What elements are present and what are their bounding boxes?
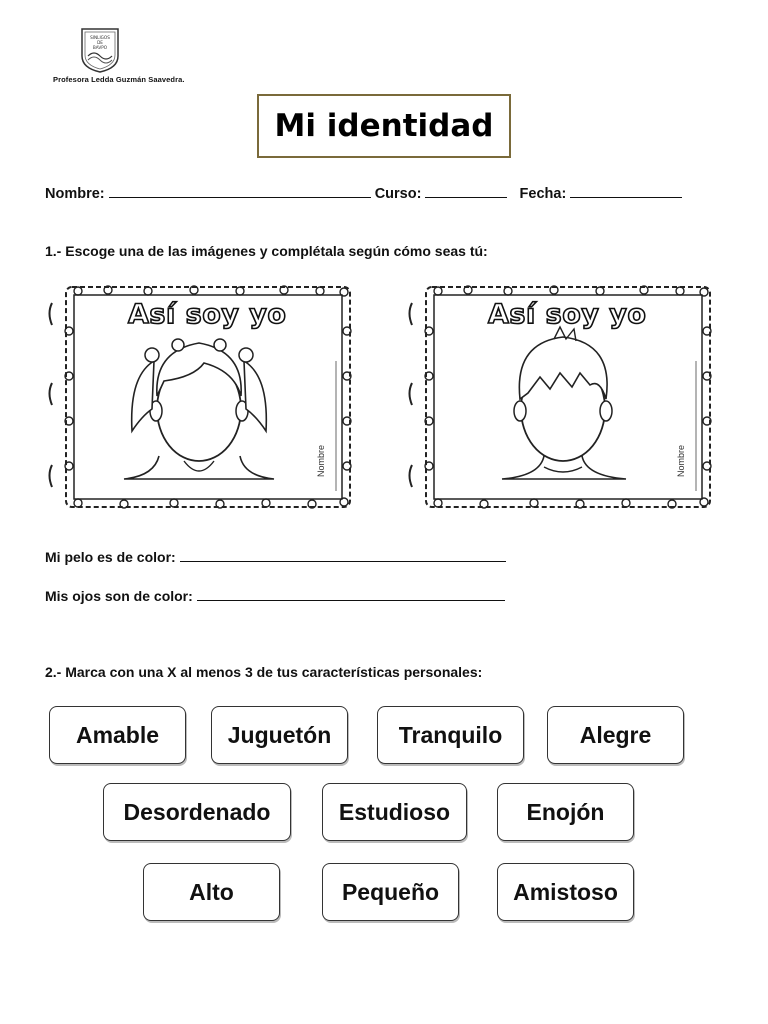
eye-color-line [45, 588, 505, 604]
card-heading: Así soy yo [128, 299, 287, 330]
trait-chip[interactable]: Estudioso [322, 783, 467, 841]
section2-instruction: 2.- Marca con una X al menos 3 de tus características personales: [45, 664, 483, 680]
eye-color-field[interactable] [197, 588, 505, 601]
fecha-field[interactable] [570, 185, 682, 198]
portrait-card-girl[interactable] [44, 281, 332, 509]
svg-text:SINLIGOS: SINLIGOS [90, 35, 110, 40]
student-info-line [45, 185, 682, 202]
svg-text:DE: DE [97, 40, 103, 45]
trait-chip[interactable]: Amistoso [497, 863, 634, 921]
trait-chip[interactable]: Amable [49, 706, 186, 764]
trait-chip[interactable]: Pequeño [322, 863, 459, 921]
card-name-label: Nombre [676, 444, 686, 477]
card-name-label: Nombre [316, 444, 326, 477]
portrait-card-boy[interactable] [404, 281, 692, 509]
trait-chip[interactable]: Juguetón [211, 706, 348, 764]
school-crest-icon [78, 26, 122, 74]
fecha-label: Fecha: [519, 186, 567, 202]
trait-chip[interactable]: Alegre [547, 706, 684, 764]
trait-chip[interactable]: Alto [143, 863, 280, 921]
svg-text:BAVPO: BAVPO [92, 45, 108, 50]
curso-label: Curso: [374, 186, 422, 202]
trait-chip[interactable]: Enojón [497, 783, 634, 841]
nombre-field[interactable] [109, 185, 371, 198]
hair-color-label: Mi pelo es de color: [45, 549, 176, 565]
teacher-name: Profesora Ledda Guzmán Saavedra. [53, 75, 185, 84]
hair-color-line [45, 549, 506, 565]
nombre-label: Nombre: [45, 186, 105, 202]
curso-field[interactable] [425, 185, 507, 198]
page-title: Mi identidad [257, 94, 511, 158]
hair-color-field[interactable] [180, 549, 506, 562]
trait-chip[interactable]: Tranquilo [377, 706, 524, 764]
section1-instruction: 1.- Escoge una de las imágenes y complétala según cómo seas tú: [45, 243, 488, 259]
eye-color-label: Mis ojos son de color: [45, 588, 193, 604]
card-heading: Así soy yo [488, 299, 647, 330]
trait-chip[interactable]: Desordenado [103, 783, 291, 841]
